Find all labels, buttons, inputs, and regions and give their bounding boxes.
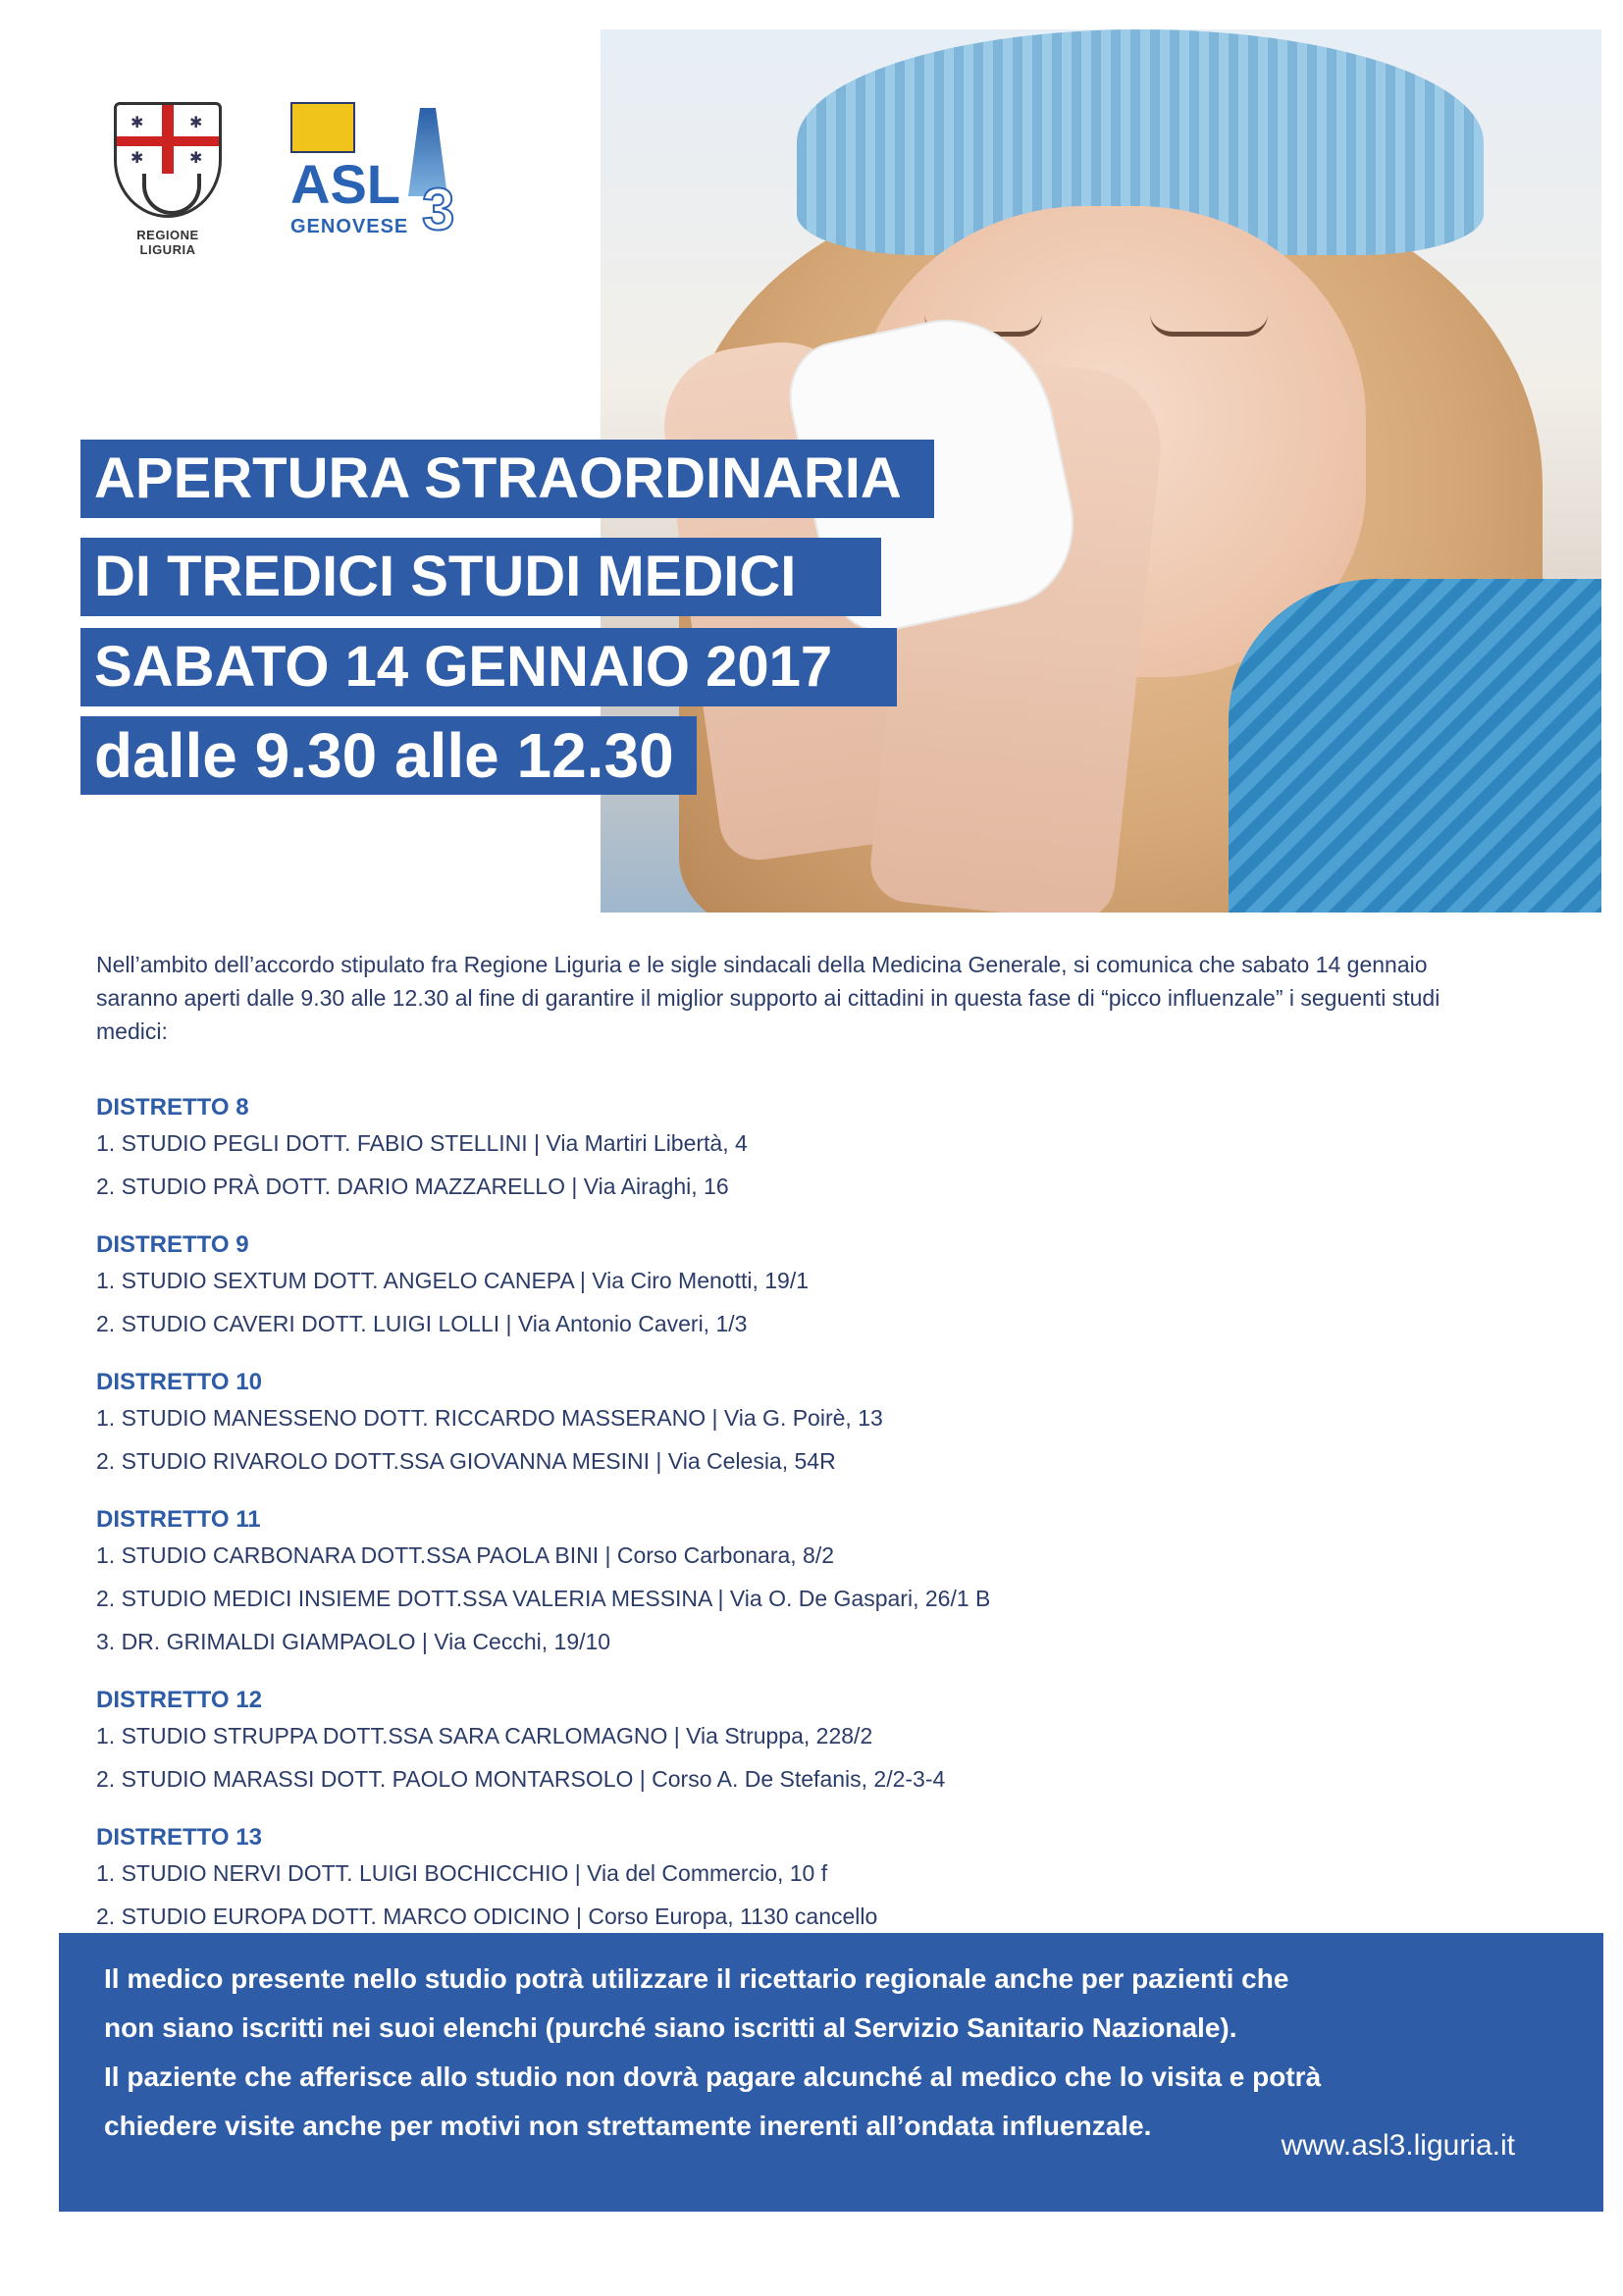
district-12 bbox=[96, 1684, 1509, 1805]
footer-line-2: non siano iscritti nei suoi elenchi (purché siano iscritti al Servizio Sanitario Nazionale). bbox=[104, 2012, 1237, 2043]
asl-emblem-icon bbox=[290, 102, 355, 153]
footer-line-4: chiedere visite anche per motivi non strettamente inerenti all’ondata influenzale. bbox=[104, 2111, 1152, 2141]
asl-name: ASL bbox=[290, 153, 400, 215]
district-title: DISTRETTO 12 bbox=[96, 1687, 262, 1713]
studio-entry: 2. STUDIO MARASSI DOTT. PAOLO MONTARSOLO | Corso A. De Stefanis, 2/2-3-4 bbox=[96, 1766, 946, 1792]
headline-line-4: dalle 9.30 alle 12.30 bbox=[80, 716, 697, 795]
headline-line-3: SABATO 14 GENNAIO 2017 bbox=[80, 628, 897, 706]
headline-line-2: DI TREDICI STUDI MEDICI bbox=[80, 538, 881, 616]
photo-eye-right bbox=[1150, 314, 1268, 337]
district-8 bbox=[96, 1091, 1509, 1213]
footer-line-1: Il medico presente nello studio potrà utilizzare il ricettario regionale anche per pazienti che bbox=[104, 1963, 1289, 1994]
district-title: DISTRETTO 8 bbox=[96, 1094, 249, 1121]
studio-entry: 2. STUDIO RIVAROLO DOTT.SSA GIOVANNA MESINI | Via Celesia, 54R bbox=[96, 1448, 836, 1474]
studio-entry: 2. STUDIO MEDICI INSIEME DOTT.SSA VALERIA MESSINA | Via O. De Gaspari, 26/1 B bbox=[96, 1586, 991, 1611]
headline-line-1: APERTURA STRAORDINARIA bbox=[80, 440, 934, 518]
studio-entry: 2. STUDIO CAVERI DOTT. LUIGI LOLLI | Via Antonio Caveri, 1/3 bbox=[96, 1311, 748, 1336]
regione-shield-icon: ✱ ✱ ✱ ✱ bbox=[114, 102, 222, 218]
studio-entry: 2. STUDIO PRÀ DOTT. DARIO MAZZARELLO | Via Airaghi, 16 bbox=[96, 1174, 729, 1199]
district-13 bbox=[96, 1821, 1509, 1943]
studio-entry: 3. DR. GRIMALDI GIAMPAOLO | Via Cecchi, 19/10 bbox=[96, 1629, 611, 1654]
districts-list bbox=[96, 1091, 1509, 1958]
asl3-logo bbox=[290, 102, 467, 242]
intro-paragraph: Nell’ambito dell’accordo stipulato fra Regione Liguria e le sigle sindacali della Medicina Generale, si comunica che sabato 14 gennaio saranno aperti dalle 9.30 alle 12.30 al fine di garantire il miglior supporto ai cittadini in questa fase di “picco influenzale” i seguenti studi medici: bbox=[96, 952, 1440, 1044]
footer-notice bbox=[59, 1933, 1603, 2212]
studio-entry: 1. STUDIO NERVI DOTT. LUIGI BOCHICCHIO | Via del Commercio, 10 f bbox=[96, 1860, 828, 1886]
footer-text bbox=[104, 1955, 1556, 2151]
studio-entry: 1. STUDIO SEXTUM DOTT. ANGELO CANEPA | Via Ciro Menotti, 19/1 bbox=[96, 1268, 810, 1293]
website-link[interactable]: www.asl3.liguria.it bbox=[1281, 2129, 1515, 2162]
footer-line-3: Il paziente che afferisce allo studio non dovrà pagare alcunché al medico che lo visita e potrà bbox=[104, 2061, 1322, 2092]
studio-entry: 1. STUDIO PEGLI DOTT. FABIO STELLINI | Via Martiri Libertà, 4 bbox=[96, 1130, 748, 1156]
regione-label: REGIONE LIGURIA bbox=[136, 228, 199, 257]
district-title: DISTRETTO 13 bbox=[96, 1824, 262, 1851]
studio-entry: 1. STUDIO STRUPPA DOTT.SSA SARA CARLOMAGNO | Via Struppa, 228/2 bbox=[96, 1723, 873, 1748]
district-10 bbox=[96, 1366, 1509, 1487]
asl-number: 3 bbox=[422, 177, 455, 242]
photo-scarf bbox=[1229, 579, 1601, 913]
district-title: DISTRETTO 11 bbox=[96, 1506, 261, 1533]
studio-entry: 2. STUDIO EUROPA DOTT. MARCO ODICINO | Corso Europa, 1130 cancello bbox=[96, 1904, 878, 1929]
regione-liguria-logo bbox=[114, 102, 222, 257]
studio-entry: 1. STUDIO CARBONARA DOTT.SSA PAOLA BINI | Corso Carbonara, 8/2 bbox=[96, 1542, 835, 1568]
district-9 bbox=[96, 1228, 1509, 1350]
asl-sub-label: GENOVESE bbox=[290, 216, 409, 237]
district-11 bbox=[96, 1503, 1509, 1668]
studio-entry: 1. STUDIO MANESSENO DOTT. RICCARDO MASSERANO | Via G. Poirè, 13 bbox=[96, 1405, 883, 1431]
district-title: DISTRETTO 10 bbox=[96, 1369, 262, 1395]
district-title: DISTRETTO 9 bbox=[96, 1231, 249, 1258]
